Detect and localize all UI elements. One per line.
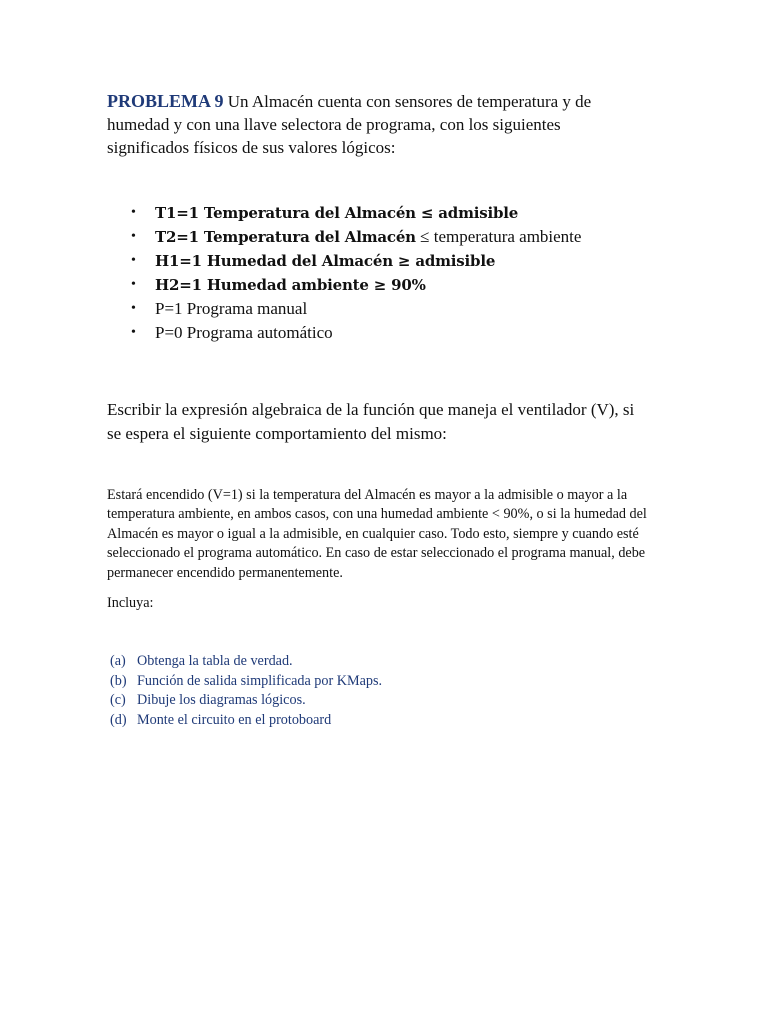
list-item-text: P=1 Programa manual <box>155 299 308 318</box>
list-item <box>110 652 382 672</box>
includes-label: Incluya: <box>107 595 154 611</box>
list-item <box>107 225 581 249</box>
list-item-bold: H1=1 Humedad del Almacén ≥ admisible <box>155 252 496 270</box>
list-item-text: P=0 Programa automático <box>155 323 333 342</box>
list-item <box>107 201 581 225</box>
list-item-bold: H2=1 Humedad ambiente ≥ 90% <box>155 276 426 294</box>
task-list <box>110 652 382 730</box>
list-item-text: ≤ temperatura ambiente <box>415 227 582 246</box>
bullet-icon: • <box>131 277 136 292</box>
bullet-icon: • <box>131 205 136 220</box>
list-marker: (c) <box>110 692 126 709</box>
list-item-text: Monte el circuito en el protoboard <box>137 711 332 728</box>
list-item <box>110 711 382 731</box>
problem-title: PROBLEMA 9 <box>107 91 224 111</box>
list-item-bold: T1=1 Temperatura del Almacén ≤ admisible <box>155 204 519 222</box>
list-item-text: Función de salida simplificada por KMaps. <box>137 672 383 689</box>
behavior-description: Estará encendido (V=1) si la temperatura del Almacén es mayor a la admisible o mayor a la temperatura ambiente, en ambos casos, con una humedad ambiente < 90%, o si la humedad del Almacén es mayor o igual a la admisible, en cualquier caso. Todo esto, siempre y cuando esté seleccionado el programa automático. En caso de estar seleccionado el programa manual, debe permanecer encendido permanentemente. <box>107 487 647 581</box>
list-item <box>107 321 581 345</box>
list-item-bold: T2=1 Temperatura del Almacén <box>155 228 416 246</box>
sensor-list <box>107 201 581 345</box>
list-marker: (d) <box>110 711 127 728</box>
list-item <box>107 297 581 321</box>
problem-intro <box>107 90 607 159</box>
list-item <box>110 691 382 711</box>
instruction-paragraph: Escribir la expresión algebraica de la función que maneja el ventilador (V), si se espera el siguiente comportamiento del mismo: <box>107 400 635 443</box>
list-marker: (a) <box>110 653 126 669</box>
list-item-text: Obtenga la tabla de verdad. <box>137 653 293 669</box>
bullet-icon: • <box>131 229 136 244</box>
list-item <box>110 672 382 692</box>
list-marker: (b) <box>110 672 127 689</box>
bullet-icon: • <box>131 301 136 316</box>
list-item <box>107 273 581 297</box>
list-item-text: Dibuje los diagramas lógicos. <box>137 692 306 709</box>
bullet-icon: • <box>131 253 136 268</box>
bullet-icon: • <box>131 325 136 340</box>
list-item <box>107 249 581 273</box>
problem-intro-text: Un Almacén cuenta con sensores de temperatura y de humedad y con una llave selectora de programa, con los siguientes significados físicos de sus valores lógicos: <box>107 92 592 157</box>
